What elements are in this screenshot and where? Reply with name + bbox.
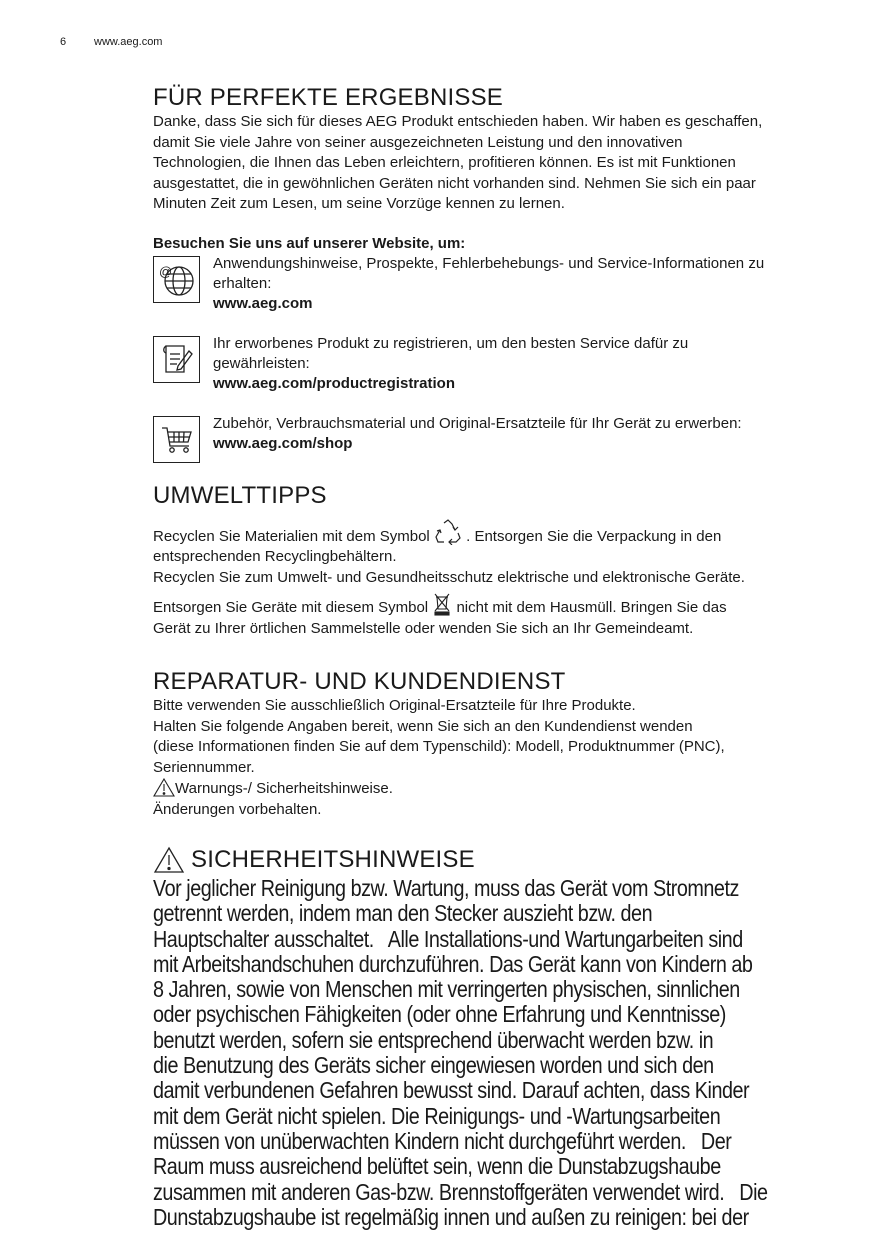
svg-text:@: @ <box>158 264 172 279</box>
visit-item-text: gewährleisten: <box>213 354 310 372</box>
visit-item-info <box>153 254 843 314</box>
safety-line: Raum muss ausreichend belüftet sein, wenn die Dunstabzugshaube <box>153 1153 721 1180</box>
website-link[interactable]: www.aeg.com <box>213 294 313 312</box>
intro-line: Danke, dass Sie sich für dieses AEG Produkt entschieden haben. Wir haben es geschaffen, <box>153 113 763 130</box>
warning-icon <box>153 778 175 797</box>
environment-text: . Entsorgen Sie die Verpackung in den <box>466 527 722 545</box>
safety-section <box>153 846 843 1230</box>
recycle-icon <box>434 519 462 545</box>
environment-text: Recyclen Sie zum Umwelt- und Gesundheitsschutz elektrische und elektronische Geräte. <box>153 568 745 586</box>
service-text: Halten Sie folgende Angaben bereit, wenn Sie sich an den Kundendienst wenden <box>153 717 693 735</box>
intro-title: FÜR PERFEKTE ERGEBNISSE <box>153 84 503 111</box>
visit-title: Besuchen Sie uns auf unserer Website, um: <box>153 234 466 252</box>
safety-line: mit Arbeitshandschuhen durchzuführen. Das Gerät kann von Kindern ab <box>153 950 753 977</box>
visit-item-text: erhalten: <box>213 274 272 292</box>
service-changes: Änderungen vorbehalten. <box>153 800 322 818</box>
shop-link[interactable]: www.aeg.com/shop <box>213 434 353 452</box>
environment-paragraph <box>153 519 843 548</box>
safety-line: getrennt werden, indem man den Stecker auszieht bzw. den <box>153 900 653 927</box>
visit-item-registration <box>153 334 843 394</box>
safety-line: müssen von unüberwachten Kindern nicht durchgeführt werden. Der <box>153 1127 732 1154</box>
service-section <box>153 668 843 820</box>
visit-item-text: Zubehör, Verbrauchsmaterial und Original-Ersatzteile für Ihr Gerät zu erwerben: <box>213 414 742 432</box>
intro-section <box>153 84 843 215</box>
safety-line: Dunstabzugshaube ist regelmäßig innen und außen zu reinigen: bei der <box>153 1203 749 1230</box>
service-title: REPARATUR- UND KUNDENDIENST <box>153 668 566 695</box>
environment-text: Entsorgen Sie Geräte mit diesem Symbol <box>153 599 429 616</box>
service-warning: Warnungs-/ Sicherheitshinweise. <box>175 780 393 797</box>
safety-line: Vor jeglicher Reinigung bzw. Wartung, muss das Gerät vom Stromnetz <box>153 875 739 901</box>
visit-item-text: Ihr erworbenes Produkt zu registrieren, um den besten Service dafür zu <box>213 334 689 352</box>
visit-item-shop <box>153 414 843 463</box>
service-warning-line <box>153 778 843 800</box>
globe-icon <box>153 256 200 303</box>
intro-line: Technologien, die Ihnen das Leben erleichtern, profitieren können. Es ist mit Funktionen <box>153 154 736 171</box>
environment-paragraph <box>153 592 843 619</box>
safety-line: damit verbundenen Gefahren bewusst sind. Darauf achten, dass Kinder <box>153 1077 750 1104</box>
intro-line: ausgestattet, die in gewöhnlichen Geräten nicht vorhanden sind. Nehmen Sie sich ein paar <box>153 174 756 192</box>
service-text: (diese Informationen finden Sie auf dem Typenschild): Modell, Produktnummer (PNC), <box>153 738 725 755</box>
safety-line: Hauptschalter ausschaltet. Alle Installations-und Wartungarbeiten sind <box>153 925 743 952</box>
environment-text: Recyclen Sie Materialien mit dem Symbol <box>153 527 430 545</box>
visit-section <box>153 234 843 463</box>
page-header <box>60 36 162 48</box>
environment-text: entsprechenden Recyclingbehältern. <box>153 548 397 565</box>
safety-body <box>153 876 841 1230</box>
service-text: Bitte verwenden Sie ausschließlich Original-Ersatzteile für Ihre Produkte. <box>153 697 636 714</box>
registration-icon <box>153 336 200 383</box>
crossed-bin-icon <box>432 592 452 616</box>
shopping-cart-icon <box>153 416 200 463</box>
site-url[interactable]: www.aeg.com <box>94 36 163 48</box>
safety-line: 8 Jahren, sowie von Menschen mit verringerten physischen, sinnlichen <box>153 976 740 1003</box>
service-text: Seriennummer. <box>153 758 255 776</box>
safety-heading <box>153 846 843 874</box>
visit-item-text: Anwendungshinweise, Prospekte, Fehlerbehebungs- und Service-Informationen zu <box>213 254 765 272</box>
safety-title: SICHERHEITSHINWEISE <box>191 846 475 873</box>
environment-title: UMWELTTIPPS <box>153 481 327 509</box>
environment-text: nicht mit dem Hausmüll. Bringen Sie das <box>456 599 727 616</box>
safety-line: die Benutzung des Geräts sicher eingewiesen worden und sich den <box>153 1052 714 1079</box>
safety-line: oder psychischen Fähigkeiten (oder ohne Erfahrung und Kenntnisse) <box>153 1001 726 1028</box>
page-number: 6 <box>60 36 67 48</box>
environment-text: Gerät zu Ihrer örtlichen Sammelstelle oder wenden Sie sich an Ihr Gemeindeamt. <box>153 619 694 637</box>
intro-line: Minuten Zeit zum Lesen, um seine Vorzüge kennen zu lernen. <box>153 195 565 212</box>
environment-section <box>153 482 843 640</box>
product-registration-link[interactable]: www.aeg.com/productregistration <box>213 374 455 392</box>
warning-icon <box>153 846 185 874</box>
safety-line: mit dem Gerät nicht spielen. Die Reinigungs- und -Wartungsarbeiten <box>153 1102 721 1129</box>
safety-line: zusammen mit anderen Gas-bzw. Brennstoffgeräten verwendet wird. Die <box>153 1178 768 1205</box>
page-content <box>153 84 843 1230</box>
intro-line: damit Sie viele Jahre von seiner ausgezeichneten Leistung und den innovativen <box>153 133 683 151</box>
safety-line: benutzt werden, sofern sie entsprechend überwacht werden bzw. in <box>153 1026 714 1053</box>
